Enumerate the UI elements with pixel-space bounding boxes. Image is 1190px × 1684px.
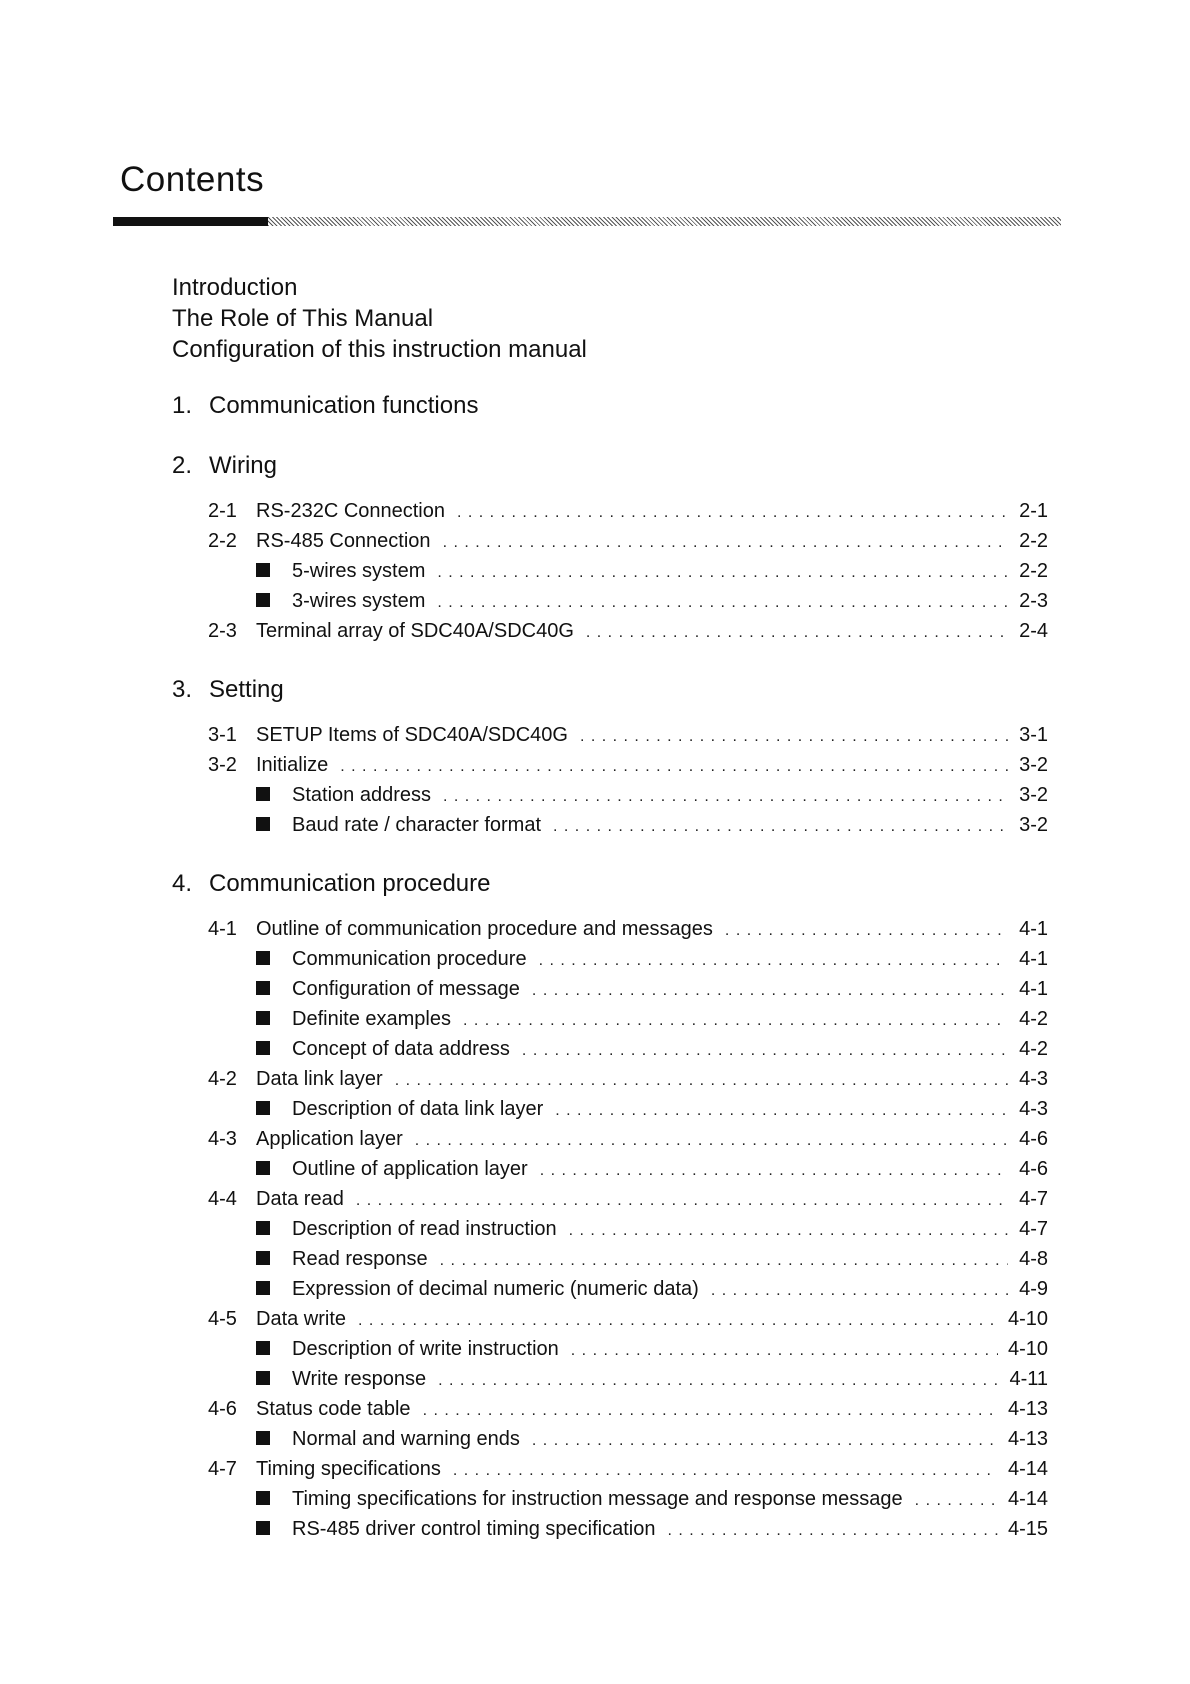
entry-page: 4-11 <box>1009 1368 1048 1390</box>
section-heading-4[interactable] <box>172 870 490 898</box>
entry-number: 2-2 <box>208 530 237 552</box>
entry-number: 3-1 <box>208 724 237 746</box>
leader-dots <box>540 1162 1008 1180</box>
entry-label: Configuration of message <box>292 978 520 1000</box>
leader-dots <box>725 922 1008 940</box>
entry-number: 4-5 <box>208 1308 237 1330</box>
entry-page: 4-10 <box>1007 1338 1048 1360</box>
toc-subentry[interactable] <box>208 948 1048 974</box>
entry-page: 2-2 <box>1019 530 1048 552</box>
toc-entry[interactable] <box>208 918 1048 944</box>
toc-subentry[interactable] <box>208 590 1048 616</box>
entry-number: 3-2 <box>208 754 237 776</box>
leader-dots <box>522 1042 1008 1060</box>
entry-page: 4-3 <box>1019 1068 1048 1090</box>
entry-label: Outline of communication procedure and messages <box>256 918 713 940</box>
section-number: 3. <box>172 676 193 703</box>
entry-label: 5-wires system <box>292 560 426 582</box>
leader-dots <box>453 1462 998 1480</box>
toc-subentry[interactable] <box>208 1008 1048 1034</box>
square-bullet-icon <box>256 1251 270 1265</box>
leader-dots <box>356 1192 1008 1210</box>
entry-label: RS-485 Connection <box>256 530 431 552</box>
section-heading-1[interactable] <box>172 392 478 420</box>
section-title: Communication procedure <box>209 870 491 897</box>
section-number: 4. <box>172 870 193 897</box>
intro-introduction[interactable]: Introduction <box>172 274 298 301</box>
entry-page: 4-15 <box>1007 1518 1048 1540</box>
entry-label: Concept of data address <box>292 1038 510 1060</box>
leader-dots <box>586 624 1008 642</box>
entry-page: 4-3 <box>1019 1098 1048 1120</box>
entry-label: Data read <box>256 1188 344 1210</box>
section-number: 1. <box>172 392 193 419</box>
leader-dots <box>580 728 1008 746</box>
entry-label: Definite examples <box>292 1008 451 1030</box>
entry-page: 4-7 <box>1019 1188 1048 1210</box>
leader-dots <box>532 982 1008 1000</box>
leader-dots <box>915 1492 998 1510</box>
section-title: Communication functions <box>209 392 479 419</box>
square-bullet-icon <box>256 563 270 577</box>
square-bullet-icon <box>256 1161 270 1175</box>
toc-entry[interactable] <box>208 1188 1048 1214</box>
square-bullet-icon <box>256 1431 270 1445</box>
entry-label: RS-232C Connection <box>256 500 445 522</box>
square-bullet-icon <box>256 981 270 995</box>
entry-page: 4-14 <box>1007 1458 1048 1480</box>
entry-label: Description of read instruction <box>292 1218 557 1240</box>
leader-dots <box>437 594 1008 612</box>
entry-page: 4-6 <box>1019 1128 1048 1150</box>
toc-entry[interactable] <box>208 1398 1048 1424</box>
entry-page: 4-13 <box>1007 1428 1048 1450</box>
leader-dots <box>571 1342 998 1360</box>
entry-page: 2-3 <box>1019 590 1048 612</box>
toc-subentry[interactable] <box>208 1218 1048 1244</box>
entry-page: 4-2 <box>1019 1008 1048 1030</box>
toc-subentry[interactable] <box>208 1428 1048 1454</box>
square-bullet-icon <box>256 787 270 801</box>
square-bullet-icon <box>256 951 270 965</box>
entry-number: 4-7 <box>208 1458 237 1480</box>
entry-label: Read response <box>292 1248 428 1270</box>
entry-number: 4-6 <box>208 1398 237 1420</box>
entry-number: 2-3 <box>208 620 237 642</box>
square-bullet-icon <box>256 1221 270 1235</box>
leader-dots <box>358 1312 998 1330</box>
section-title: Wiring <box>209 452 278 479</box>
leader-dots <box>539 952 1008 970</box>
entry-page: 3-2 <box>1019 754 1048 776</box>
entry-page: 4-2 <box>1019 1038 1048 1060</box>
entry-label: 3-wires system <box>292 590 426 612</box>
entry-number: 2-1 <box>208 500 237 522</box>
leader-dots <box>340 758 1008 776</box>
entry-page: 4-10 <box>1007 1308 1048 1330</box>
entry-page: 4-1 <box>1019 918 1048 940</box>
entry-number: 4-4 <box>208 1188 237 1210</box>
toc-subentry[interactable] <box>208 814 1048 840</box>
square-bullet-icon <box>256 1101 270 1115</box>
entry-label: Baud rate / character format <box>292 814 542 836</box>
page-title: Contents <box>120 160 265 199</box>
entry-label: Timing specifications for instruction message and response message <box>292 1488 903 1510</box>
title-rule <box>113 217 1061 226</box>
toc-entry[interactable] <box>208 500 1048 526</box>
entry-page: 3-1 <box>1019 724 1048 746</box>
square-bullet-icon <box>256 1371 270 1385</box>
square-bullet-icon <box>256 593 270 607</box>
square-bullet-icon <box>256 1491 270 1505</box>
entry-page: 2-2 <box>1019 560 1048 582</box>
entry-label: Status code table <box>256 1398 411 1420</box>
entry-label: RS-485 driver control timing specification <box>292 1518 656 1540</box>
entry-number: 4-3 <box>208 1128 237 1150</box>
leader-dots <box>668 1522 998 1540</box>
entry-label: Terminal array of SDC40A/SDC40G <box>256 620 574 642</box>
entry-label: Application layer <box>256 1128 403 1150</box>
toc-subentry[interactable] <box>208 1518 1048 1544</box>
entry-label: SETUP Items of SDC40A/SDC40G <box>256 724 568 746</box>
square-bullet-icon <box>256 1521 270 1535</box>
toc-entry[interactable] <box>208 620 1048 646</box>
toc-subentry[interactable] <box>208 1158 1048 1184</box>
entry-page: 2-4 <box>1019 620 1048 642</box>
intro-configuration[interactable]: Configuration of this instruction manual <box>172 336 587 363</box>
entry-label: Data write <box>256 1308 347 1330</box>
square-bullet-icon <box>256 1341 270 1355</box>
square-bullet-icon <box>256 1041 270 1055</box>
entry-page: 4-1 <box>1019 978 1048 1000</box>
entry-page: 4-8 <box>1019 1248 1048 1270</box>
toc-subentry[interactable] <box>208 1488 1048 1514</box>
leader-dots <box>443 788 1008 806</box>
leader-dots <box>438 1372 999 1390</box>
entry-page: 3-2 <box>1019 784 1048 806</box>
title-rule-hatch <box>268 217 1061 226</box>
section-heading-2[interactable] <box>172 452 277 480</box>
square-bullet-icon <box>256 817 270 831</box>
toc-subentry[interactable] <box>208 784 1048 810</box>
leader-dots <box>440 1252 1008 1270</box>
toc-entry[interactable] <box>208 1308 1048 1334</box>
entry-label: Station address <box>292 784 431 806</box>
title-rule-solid <box>113 217 268 226</box>
toc-subentry[interactable] <box>208 1368 1048 1394</box>
toc-entry[interactable] <box>208 754 1048 780</box>
leader-dots <box>711 1282 1008 1300</box>
section-title: Setting <box>209 676 284 703</box>
section-heading-3[interactable] <box>172 676 284 704</box>
entry-label: Expression of decimal numeric (numeric data) <box>292 1278 699 1300</box>
entry-label: Outline of application layer <box>292 1158 528 1180</box>
entry-label: Initialize <box>256 754 329 776</box>
leader-dots <box>569 1222 1008 1240</box>
toc-entry[interactable] <box>208 724 1048 750</box>
entry-label: Timing specifications <box>256 1458 441 1480</box>
toc-subentry[interactable] <box>208 1038 1048 1064</box>
toc-subentry[interactable] <box>208 978 1048 1004</box>
entry-page: 4-13 <box>1007 1398 1048 1420</box>
entry-label: Description of write instruction <box>292 1338 559 1360</box>
leader-dots <box>553 818 1008 836</box>
leader-dots <box>443 534 1008 552</box>
square-bullet-icon <box>256 1281 270 1295</box>
entry-page: 4-7 <box>1019 1218 1048 1240</box>
toc-subentry[interactable] <box>208 1278 1048 1304</box>
entry-page: 3-2 <box>1019 814 1048 836</box>
toc-subentry[interactable] <box>208 1338 1048 1364</box>
toc-entry[interactable] <box>208 1068 1048 1094</box>
intro-list <box>172 272 587 365</box>
entry-label: Communication procedure <box>292 948 527 970</box>
leader-dots <box>463 1012 1008 1030</box>
entry-page: 4-14 <box>1007 1488 1048 1510</box>
entry-page: 4-1 <box>1019 948 1048 970</box>
leader-dots <box>423 1402 998 1420</box>
entry-page: 4-9 <box>1019 1278 1048 1300</box>
toc-subentry[interactable] <box>208 1248 1048 1274</box>
toc-entry[interactable] <box>208 1128 1048 1154</box>
leader-dots <box>437 564 1008 582</box>
square-bullet-icon <box>256 1011 270 1025</box>
entry-label: Normal and warning ends <box>292 1428 520 1450</box>
toc-entry[interactable] <box>208 530 1048 556</box>
leader-dots <box>555 1102 1008 1120</box>
entry-label: Description of data link layer <box>292 1098 544 1120</box>
leader-dots <box>532 1432 998 1450</box>
entry-number: 4-2 <box>208 1068 237 1090</box>
entry-page: 2-1 <box>1019 500 1048 522</box>
leader-dots <box>415 1132 1008 1150</box>
toc-subentry[interactable] <box>208 1098 1048 1124</box>
leader-dots <box>395 1072 1008 1090</box>
entry-page: 4-6 <box>1019 1158 1048 1180</box>
entry-number: 4-1 <box>208 918 237 940</box>
leader-dots <box>457 504 1008 522</box>
toc-entry[interactable] <box>208 1458 1048 1484</box>
entry-label: Write response <box>292 1368 427 1390</box>
intro-role-of-manual[interactable]: The Role of This Manual <box>172 305 434 332</box>
entry-label: Data link layer <box>256 1068 383 1090</box>
toc-subentry[interactable] <box>208 560 1048 586</box>
section-number: 2. <box>172 452 193 479</box>
